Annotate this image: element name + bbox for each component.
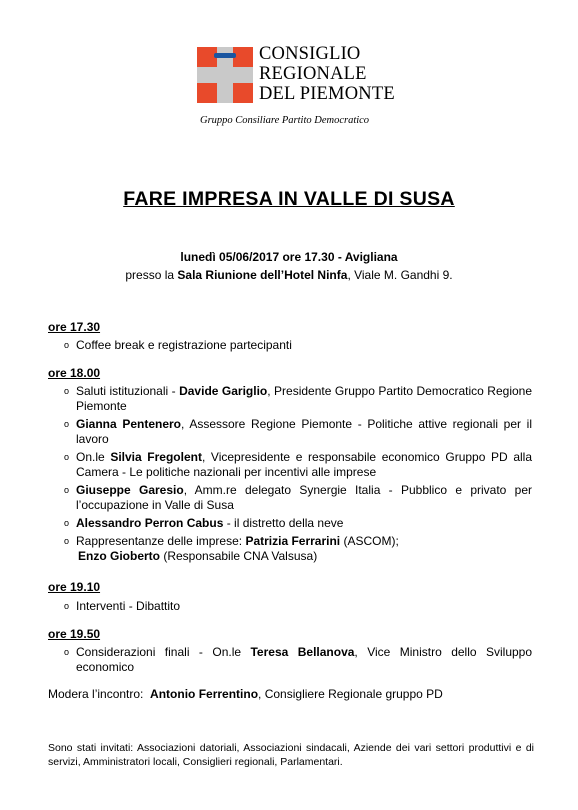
bullet-icon: o — [64, 386, 70, 396]
item-text: Coffee break e registrazione partecipanti — [76, 338, 292, 352]
agenda-item — [48, 483, 532, 513]
speaker-name: Giuseppe Garesio — [76, 483, 184, 497]
agenda-item — [48, 338, 532, 353]
agenda-item-continuation — [48, 549, 532, 564]
moderator-name: Antonio Ferrentino — [150, 687, 259, 701]
group-subtitle: Gruppo Consiliare Partito Democratico — [200, 115, 370, 126]
venue-prefix: presso la — [125, 268, 178, 282]
agenda-item — [48, 599, 532, 614]
item-description: , Assessore Regione Piemonte - Politiche attive regionali per il lavoro — [76, 417, 532, 446]
speaker-name: Silvia Fregolent — [110, 450, 202, 464]
logo-blue-bar — [214, 53, 236, 58]
event-date: lunedì 05/06/2017 ore 17.30 - Avigliana — [180, 250, 398, 264]
invited-note: Sono stati invitati: Associazioni datoriali, Associazioni sindacali, Aziende dei vari settori produttivi e di servizi, Amministratori locali, Consiglieri regionali, Parlamentari. — [48, 742, 534, 768]
logo-cross-horizontal — [197, 67, 253, 83]
moderator-line — [48, 687, 532, 702]
item-prefix: On.le — [76, 450, 111, 464]
time-heading: ore 19.10 — [48, 580, 101, 594]
agenda-item — [48, 450, 532, 480]
agenda-item — [48, 417, 532, 447]
moderator-prefix: Modera l’incontro: — [48, 687, 151, 701]
item-description: - il distretto della neve — [223, 516, 344, 530]
bullet-icon: o — [64, 452, 70, 462]
speaker-name: Teresa Bellanova — [250, 645, 355, 659]
logo-line-3: DEL PIEMONTE — [259, 84, 395, 104]
agenda-item — [48, 534, 532, 549]
speaker-name: Enzo Gioberto — [78, 549, 160, 563]
venue-place: Sala Riunione dell’Hotel Ninfa — [177, 268, 348, 282]
time-heading: ore 17.30 — [48, 320, 101, 334]
time-heading: ore 19.50 — [48, 627, 101, 641]
item-prefix: Considerazioni finali - On.le — [76, 645, 251, 659]
item-description: (ASCOM); — [340, 534, 399, 548]
bullet-icon: o — [64, 536, 70, 546]
item-description: , Amm.re delegato Synergie Italia - Pubblico e privato per l’occupazione in Valle di Susa — [76, 483, 532, 512]
item-description: (Responsabile CNA Valsusa) — [160, 549, 318, 563]
bullet-icon: o — [64, 419, 70, 429]
venue-address: , Viale M. Gandhi 9. — [347, 268, 453, 282]
item-description: , Presidente Gruppo Partito Democratico Regione Piemonte — [76, 384, 533, 413]
agenda-item — [48, 384, 532, 414]
item-prefix: Saluti istituzionali - — [76, 384, 180, 398]
bullet-icon: o — [64, 518, 70, 528]
logo-emblem — [197, 47, 253, 103]
agenda-item — [48, 645, 532, 675]
speaker-name: Davide Gariglio — [179, 384, 268, 398]
agenda-list — [48, 645, 532, 678]
event-venue — [0, 268, 578, 282]
item-prefix: Rappresentanze delle imprese: — [76, 534, 246, 548]
agenda-list — [48, 338, 532, 356]
item-text: Interventi - Dibattito — [76, 599, 181, 613]
item-description: , Vice Ministro dello Sviluppo economico — [76, 645, 533, 674]
logo-line-2: REGIONALE — [259, 64, 367, 84]
bullet-icon: o — [64, 485, 70, 495]
bullet-icon: o — [64, 647, 70, 657]
item-description: , Vicepresidente e responsabile economico Gruppo PD alla Camera - Le politiche nazionali per incentivi alle imprese — [76, 450, 532, 479]
bullet-icon: o — [64, 601, 70, 611]
moderator-role: , Consigliere Regionale gruppo PD — [258, 687, 443, 701]
agenda-item — [48, 516, 532, 531]
agenda-list — [48, 599, 532, 617]
logo-line-1: CONSIGLIO — [259, 44, 361, 64]
time-heading: ore 18.00 — [48, 366, 101, 380]
agenda-list — [48, 384, 532, 567]
bullet-icon: o — [64, 340, 70, 350]
speaker-name: Alessandro Perron Cabus — [76, 516, 224, 530]
speaker-name: Gianna Pentenero — [76, 417, 182, 431]
logo-wordmark — [259, 44, 395, 104]
page-title: FARE IMPRESA IN VALLE DI SUSA — [123, 188, 455, 210]
speaker-name: Patrizia Ferrarini — [245, 534, 341, 548]
